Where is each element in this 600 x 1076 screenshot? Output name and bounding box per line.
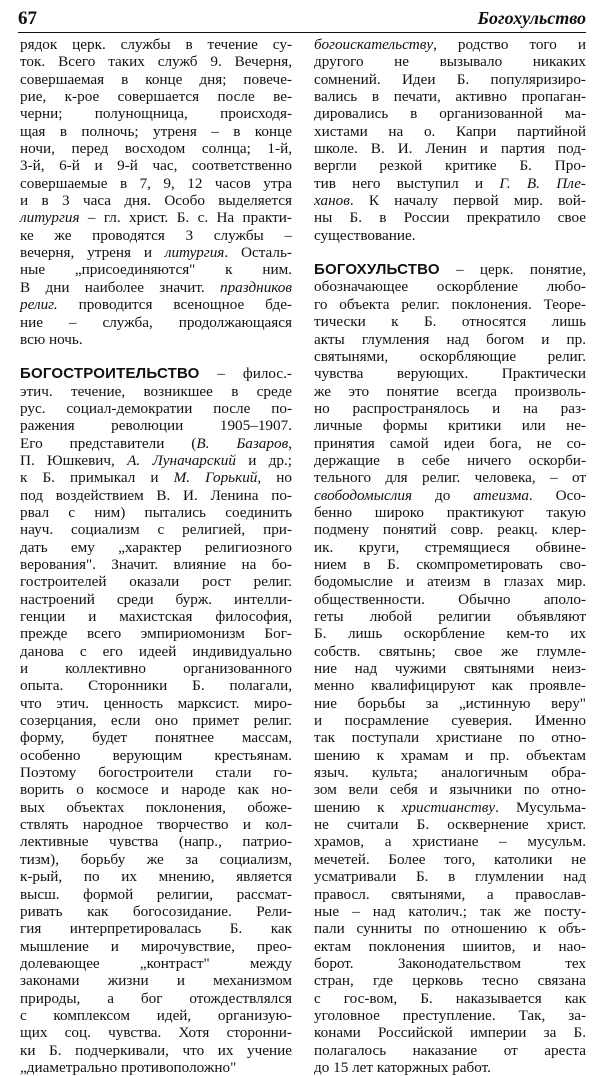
text-segment: другого не вызывало никаких — [314, 53, 586, 71]
text-segment: тельного для религ. человека, – от — [314, 469, 586, 487]
text-line — [20, 452, 292, 469]
text-line — [20, 244, 292, 261]
text-segment: природы, а бог отождествлялся — [20, 989, 292, 1007]
text-line — [20, 1024, 292, 1041]
text-segment: ке же проводятся 3 службы – — [20, 226, 292, 244]
text-segment: , родство того и — [433, 36, 586, 53]
text-segment: ние над чужими святынями неиз- — [314, 660, 586, 678]
text-line — [314, 712, 586, 729]
text-segment: мечетей. Более того, католики не — [314, 850, 586, 868]
text-segment: храмов, а христиане – мусульм. — [314, 833, 586, 851]
text-line — [314, 851, 586, 868]
text-line — [314, 747, 586, 764]
text-line — [314, 799, 586, 816]
text-segment: . Осталь- — [224, 244, 292, 262]
text-line — [314, 886, 586, 903]
text-line — [20, 504, 292, 521]
text-line — [314, 157, 586, 174]
page-number: 67 — [18, 8, 37, 29]
text-line — [314, 833, 586, 850]
text-segment: гия интерпретировалась Б. как — [20, 920, 292, 938]
text-line — [314, 53, 586, 70]
text-line — [314, 36, 586, 53]
text-line — [20, 383, 292, 400]
text-segment: уголовное преступление. Так, за- — [314, 1006, 586, 1024]
text-segment: менно квалифицируют как проявле- — [314, 677, 586, 695]
text-line — [314, 938, 586, 955]
text-line — [20, 331, 292, 348]
text-line — [314, 608, 586, 625]
cross-reference: А. Луначарский — [127, 451, 236, 469]
text-segment: держащие в себе ничего оскорби- — [314, 451, 586, 469]
cross-reference: М. Горький — [173, 469, 258, 487]
text-line — [20, 521, 292, 538]
cross-reference: религ. — [20, 296, 58, 314]
text-line — [314, 140, 586, 157]
text-line — [314, 539, 586, 556]
text-line — [314, 383, 586, 400]
text-line — [314, 504, 586, 521]
text-segment: акты глумления над богом и пр. — [314, 330, 586, 348]
text-line — [20, 105, 292, 122]
text-line — [20, 1007, 292, 1024]
text-segment: ние – служба, продолжающаяся — [20, 313, 292, 331]
text-segment: шению к — [314, 798, 402, 816]
text-line — [20, 591, 292, 608]
text-segment: с гос-вом, Б. наказывается как — [314, 989, 586, 1007]
text-segment: школе. В. И. Ленин и партия под- — [314, 140, 586, 158]
text-line — [314, 591, 586, 608]
text-segment: чувства верующих. Практически — [314, 365, 586, 383]
entry-term: БОГОСТРОИТЕЛЬСТВО — [20, 365, 200, 383]
left-p2 — [20, 365, 292, 1076]
text-line — [20, 972, 292, 989]
text-line — [20, 487, 292, 504]
text-segment: долевающее „контраст" между — [20, 954, 292, 972]
text-segment: обозначающее оскорбление любо- — [314, 278, 586, 296]
text-line — [20, 938, 292, 955]
page-header — [18, 6, 586, 33]
text-line — [314, 955, 586, 972]
text-line — [20, 88, 292, 105]
text-line — [314, 1024, 586, 1041]
text-segment: существование. — [314, 226, 416, 244]
text-segment: языч. культа; аналогичным обра- — [314, 764, 586, 782]
text-segment: к Б. примыкал и — [20, 469, 174, 487]
text-line — [20, 955, 292, 972]
text-line — [314, 556, 586, 573]
text-segment: высш. формой религии, рассмат- — [20, 885, 292, 903]
text-segment: усматривали Б. в глумлении над — [314, 868, 586, 886]
cross-reference: атеизма — [473, 486, 529, 504]
text-segment: вергли резкой критике Б. Про- — [314, 157, 586, 175]
text-line — [20, 695, 292, 712]
text-line — [20, 729, 292, 746]
text-line — [314, 816, 586, 833]
text-line — [314, 1007, 586, 1024]
text-segment: В дни наиболее значит. — [20, 278, 220, 296]
text-line — [314, 71, 586, 88]
text-line — [314, 764, 586, 781]
text-line — [314, 88, 586, 105]
text-line — [314, 400, 586, 417]
text-segment: дать ему „характер религиозного — [20, 538, 292, 556]
text-segment: к-рый, по их мнению, является — [20, 868, 292, 886]
text-line — [20, 417, 292, 434]
text-segment: ектам поклонения шиитов, и нао- — [314, 937, 586, 955]
text-segment: конами Российской империи за Б. — [314, 1024, 586, 1042]
text-line — [20, 36, 292, 53]
text-line — [314, 209, 586, 226]
text-segment: – церк. понятие, — [439, 261, 586, 279]
text-segment: опыта. Сторонники Б. полагали, — [20, 677, 292, 695]
text-line — [314, 972, 586, 989]
text-segment: особенно верующим крестьянам. — [20, 746, 292, 764]
text-segment: геты любой религии объявляют — [314, 608, 586, 625]
text-segment: и в 3 часа дня. Особо выделяется — [20, 192, 292, 210]
text-segment: вых объектах поклонения, обоже- — [20, 798, 292, 816]
text-line — [20, 53, 292, 70]
text-line — [314, 469, 586, 486]
text-segment: науч. социализм с религией, при- — [20, 521, 292, 539]
text-segment: этич. течение, возникшее в среде — [20, 382, 292, 400]
text-line — [314, 313, 586, 330]
text-line — [20, 140, 292, 157]
text-segment: генции и махистская философия, — [20, 608, 292, 625]
text-segment: бенно широко практикуют такую — [314, 503, 586, 521]
text-segment: и посрамление суеверия. Именно — [314, 712, 586, 730]
text-line — [314, 1042, 586, 1059]
text-line — [20, 261, 292, 278]
text-segment: Его представители ( — [20, 434, 197, 452]
text-segment: рус. социал-демократии после по- — [20, 399, 292, 417]
text-segment: лективные чувства (напр., патрио- — [20, 833, 292, 851]
text-line — [314, 175, 586, 192]
running-head: Богохульство — [477, 8, 586, 28]
text-segment: ние борьбы за „истинную веру" — [314, 694, 586, 712]
text-segment: бодомыслие и атеизм в глазах мир. — [314, 573, 586, 591]
text-line — [20, 175, 292, 192]
text-line — [20, 1042, 292, 1059]
text-segment: стран, где церковь тесно связана — [314, 972, 586, 990]
text-line — [20, 816, 292, 833]
text-segment: тив него выступил и — [314, 174, 500, 192]
text-segment: пали сунниты по отношению к объ- — [314, 920, 586, 938]
text-segment: рвал с ним) пытались соединить — [20, 503, 292, 521]
text-segment: щая в полночь; утреня – в конце — [20, 122, 292, 140]
text-line — [314, 1059, 586, 1076]
text-segment: Поэтому богостроители стали го- — [20, 764, 292, 782]
text-line — [314, 695, 586, 712]
text-segment: принятия самой идеи бога, не со- — [314, 434, 586, 452]
text-segment: ночи, перед восходом солнца; 1-й, — [20, 140, 292, 158]
text-line — [20, 192, 292, 209]
text-segment: . Осо- — [528, 486, 586, 504]
text-line — [20, 608, 292, 625]
text-segment: и др.; — [235, 451, 292, 469]
text-line — [314, 573, 586, 590]
cross-reference: ханов — [314, 192, 350, 210]
text-segment: черни; полунощница, происходя- — [20, 105, 292, 123]
text-line — [314, 521, 586, 538]
text-segment: до 15 лет каторжных работ. — [314, 1058, 491, 1076]
text-line — [20, 712, 292, 729]
text-line — [20, 365, 292, 382]
text-line — [314, 417, 586, 434]
text-segment: полагалось наказание от ареста — [314, 1041, 586, 1059]
text-line — [20, 71, 292, 88]
text-segment: же это понятие всегда произволь- — [314, 382, 586, 400]
text-segment: под воздействием В. И. Ленина по- — [20, 486, 292, 504]
text-segment: „диаметрально противоположно" — [20, 1058, 237, 1076]
paragraph-gap — [20, 348, 292, 365]
cross-reference: христианству — [401, 798, 496, 816]
text-segment: ворить о космосе и народе как но- — [20, 781, 292, 799]
text-segment: дировались в организованной ма- — [314, 105, 586, 123]
right-p2 — [314, 261, 586, 1076]
text-line — [20, 677, 292, 694]
text-segment: вечерня, утреня и — [20, 244, 165, 262]
text-line — [20, 833, 292, 850]
text-line — [314, 452, 586, 469]
text-line — [20, 227, 292, 244]
text-segment: данова с его идеей индивидуально — [20, 642, 292, 660]
text-line — [314, 435, 586, 452]
text-line — [20, 314, 292, 331]
text-line — [20, 851, 292, 868]
text-line — [314, 920, 586, 937]
text-line — [20, 990, 292, 1007]
text-line — [314, 261, 586, 278]
text-line — [20, 660, 292, 677]
text-segment: личные формы критики или не- — [314, 417, 586, 435]
left-p1 — [20, 36, 292, 348]
text-segment: форму, будет понятнее массам, — [20, 729, 292, 747]
text-segment: не считали Б. осквернение христ. — [314, 816, 586, 834]
text-line — [20, 279, 292, 296]
text-segment: го объекта религ. поклонения. Теоре- — [314, 295, 586, 313]
text-segment: до — [412, 486, 474, 504]
text-segment: . Мусульма- — [495, 798, 586, 816]
text-line — [20, 643, 292, 660]
text-segment: тически к Б. относятся лишь — [314, 313, 586, 331]
text-segment: сомнений. Идеи Б. популяризиро- — [314, 70, 586, 88]
text-segment: совершаемые в 7, 9, 12 часов утра — [20, 174, 292, 192]
text-segment: созерцания, если оно примет религ. — [20, 712, 292, 730]
text-segment: святынями, оскорбляющие религ. — [314, 347, 586, 365]
text-segment: ривать как богосозидание. Рели- — [20, 902, 292, 920]
text-line — [20, 886, 292, 903]
text-line — [314, 643, 586, 660]
text-line — [20, 539, 292, 556]
text-segment: законами жизни и механизмом — [20, 972, 292, 990]
text-line — [20, 1059, 292, 1076]
text-segment: мышление и мирочувствие, прео- — [20, 937, 292, 955]
cross-reference: литургия — [164, 244, 225, 262]
text-segment: П. Юшкевич, — [20, 451, 128, 469]
text-line — [314, 365, 586, 382]
text-segment: шению к храмам и пр. объектам — [314, 746, 586, 764]
text-line — [314, 487, 586, 504]
text-segment: общественности. Обычно аполо- — [314, 590, 586, 608]
text-segment: всю ночь. — [20, 330, 83, 348]
text-line — [314, 123, 586, 140]
text-segment: ные – над католич.; так же посту- — [314, 902, 586, 920]
text-segment: , но — [257, 469, 292, 487]
text-segment: ствлять народное творчество и кол- — [20, 816, 292, 834]
entry-term: БОГОХУЛЬСТВО — [314, 261, 440, 279]
text-line — [20, 868, 292, 885]
cross-reference: праздников — [219, 278, 292, 296]
text-line — [20, 157, 292, 174]
text-line — [20, 781, 292, 798]
text-line — [20, 903, 292, 920]
text-segment: 3-й, 6-й и 9-й час, соответственно — [20, 157, 292, 175]
text-segment: так поступали христиане по отно- — [314, 729, 586, 747]
text-line — [314, 331, 586, 348]
text-line — [314, 903, 586, 920]
right-p1 — [314, 36, 586, 244]
text-line — [314, 227, 586, 244]
cross-reference: Г. В. Пле- — [499, 174, 586, 192]
text-line — [20, 573, 292, 590]
text-segment: но распространялось и на раз- — [314, 399, 586, 417]
text-segment: зом вели себя и язычники по отно- — [314, 781, 586, 799]
text-line — [20, 799, 292, 816]
text-segment: – филос.- — [199, 365, 292, 383]
text-line — [20, 123, 292, 140]
text-segment: настроений среди бурж. интелли- — [20, 590, 292, 608]
text-line — [314, 625, 586, 642]
text-segment: ные „присоединяются" к ним. — [20, 261, 292, 279]
text-line — [20, 625, 292, 642]
text-segment: прежде всего эмпириомонизм Бог- — [20, 625, 292, 643]
text-segment: . К началу первой мир. вой- — [349, 192, 586, 210]
text-line — [20, 747, 292, 764]
text-segment: ражения революции 1905–1907. — [20, 417, 292, 435]
text-segment: ток. Всего таких служб 9. Вечерня, — [20, 53, 292, 71]
text-segment: нием в Б. скомпрометировать сво- — [314, 555, 586, 573]
text-segment: с комплексом идей, организую- — [20, 1006, 292, 1024]
text-segment: Б. лишь оскорбление кем-то их — [314, 625, 586, 643]
text-line — [20, 209, 292, 226]
cross-reference: богоискательству — [314, 36, 434, 53]
text-line — [20, 920, 292, 937]
paragraph-gap — [314, 244, 586, 261]
text-line — [314, 105, 586, 122]
text-segment: собств. святынь; свое же глумле- — [314, 642, 586, 660]
text-line — [20, 296, 292, 313]
text-segment: рядок церк. службы в течение су- — [20, 36, 292, 53]
text-line — [314, 348, 586, 365]
text-line — [314, 278, 586, 295]
text-segment: щих соц. чувства. Хотя сторонни- — [20, 1024, 292, 1042]
text-segment: тизм), борьбу же за социализм, — [20, 850, 292, 868]
text-segment: правосл. святынями, а православ- — [314, 885, 586, 903]
text-line — [20, 764, 292, 781]
text-segment: проводится всенощное бде- — [57, 296, 292, 314]
text-segment: и коллективно организованного — [20, 660, 292, 678]
text-segment: ик. круги, стремящиеся обвине- — [314, 538, 586, 556]
cross-reference: В. Базаров — [196, 434, 289, 452]
cross-reference: литургия — [20, 209, 80, 227]
text-segment: гостроителей оказали рост религ. — [20, 573, 292, 591]
text-segment: ны Б. в России прекратило свое — [314, 209, 586, 227]
cross-reference: свободомыслия — [314, 486, 413, 504]
text-line — [314, 192, 586, 209]
text-segment: верования". Значит. влияние на бо- — [20, 555, 292, 573]
text-line — [314, 990, 586, 1007]
text-segment: , — [288, 434, 292, 452]
text-line — [314, 781, 586, 798]
text-line — [314, 868, 586, 885]
text-segment: борот. Законодательством тех — [314, 954, 586, 972]
text-line — [20, 400, 292, 417]
text-segment: вались в печати, активно пропаган- — [314, 88, 586, 106]
left-column — [20, 36, 292, 1076]
text-segment: ки Б. подчеркивали, что их учение — [20, 1041, 292, 1059]
text-line — [20, 435, 292, 452]
text-segment: совершаемая в конце дня; повече- — [20, 70, 292, 88]
text-line — [314, 296, 586, 313]
text-line — [20, 556, 292, 573]
text-segment: – гл. христ. Б. с. На практи- — [79, 209, 292, 227]
text-line — [314, 677, 586, 694]
text-segment: что этич. ценность марксист. миро- — [20, 694, 292, 712]
right-column — [314, 36, 586, 1076]
text-segment: хистами на о. Капри партийной — [314, 122, 586, 140]
text-segment: рие, к-рое совершается после ве- — [20, 88, 292, 106]
text-line — [314, 660, 586, 677]
text-segment: подмену понятий совр. реакц. клер- — [314, 521, 586, 539]
text-line — [20, 469, 292, 486]
text-line — [314, 729, 586, 746]
